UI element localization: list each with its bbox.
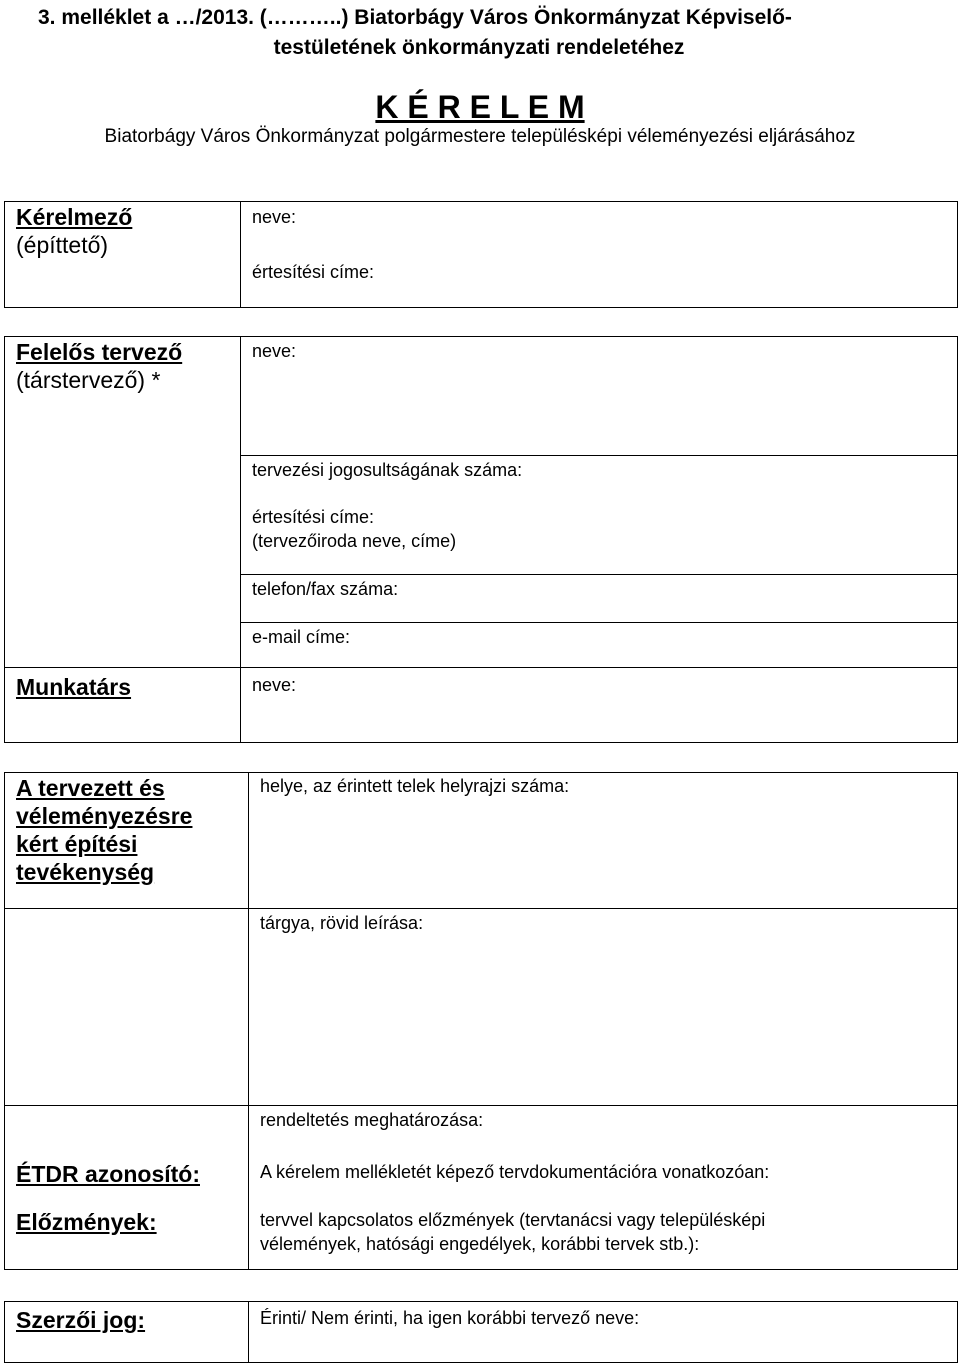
annex-reference — [38, 3, 958, 63]
etdr-label: ÉTDR azonosító: — [16, 1161, 200, 1187]
designer-address-field[interactable] — [252, 505, 456, 553]
history-text-line: vélemények, hatósági engedélyek, korábbi tervek stb.): — [260, 1234, 700, 1254]
designer-section — [4, 336, 958, 743]
applicant-section — [4, 201, 958, 308]
designer-label-sub: (társtervező) * — [16, 367, 161, 393]
applicant-address-field[interactable]: értesítési címe: — [252, 262, 375, 282]
assistant-label: Munkatárs — [16, 674, 132, 700]
copyright-field[interactable]: Érinti/ Nem érinti, ha igen korábbi tervező neve: — [260, 1308, 640, 1328]
activity-label-line: véleményezésre — [16, 803, 193, 829]
history-label: Előzmények: — [16, 1209, 157, 1235]
form-title: K É R E L E M — [375, 89, 585, 125]
activity-purpose-field[interactable]: rendeltetés meghatározása: — [260, 1110, 484, 1130]
designer-address-label: értesítési címe: — [252, 507, 375, 527]
applicant-name-field[interactable]: neve: — [252, 207, 297, 227]
applicant-label-sub: (építtető) — [16, 232, 109, 258]
history-text-line: tervvel kapcsolatos előzmények (tervtanácsi vagy településképi — [260, 1210, 766, 1230]
activity-location-field[interactable]: helye, az érintett telek helyrajzi száma: — [260, 776, 570, 796]
annex-line-1: 3. melléklet a …/2013. (………..) Biatorbágy Város Önkormányzat Képviselő- — [38, 6, 792, 29]
activity-label-line: kért építési — [16, 831, 138, 857]
copyright-label: Szerzői jog: — [16, 1307, 146, 1333]
form-subtitle: Biatorbágy Város Önkormányzat polgármestere településképi véleményezési eljárásához — [104, 126, 856, 147]
activity-label — [16, 774, 192, 886]
designer-label — [16, 338, 182, 394]
assistant-name-field[interactable]: neve: — [252, 675, 297, 695]
designer-name-field[interactable]: neve: — [252, 341, 297, 361]
annex-line-2: testületének önkormányzati rendeletéhez — [273, 36, 685, 59]
activity-label-line: A tervezett és — [16, 775, 165, 801]
designer-email-field[interactable]: e-mail címe: — [252, 627, 351, 647]
history-field[interactable] — [260, 1208, 765, 1256]
designer-label-bold: Felelős tervező — [16, 339, 183, 365]
applicant-label — [16, 203, 132, 259]
etdr-field[interactable]: A kérelem mellékletét képező tervdokumentációra vonatkozóan: — [260, 1162, 770, 1182]
designer-license-field[interactable]: tervezési jogosultságának száma: — [252, 460, 523, 480]
applicant-label-bold: Kérelmező — [16, 204, 133, 230]
designer-address-sub: (tervezőiroda neve, címe) — [252, 531, 457, 551]
designer-phone-field[interactable]: telefon/fax száma: — [252, 579, 399, 599]
activity-subject-field[interactable]: tárgya, rövid leírása: — [260, 913, 424, 933]
activity-label-line: tevékenység — [16, 859, 155, 885]
